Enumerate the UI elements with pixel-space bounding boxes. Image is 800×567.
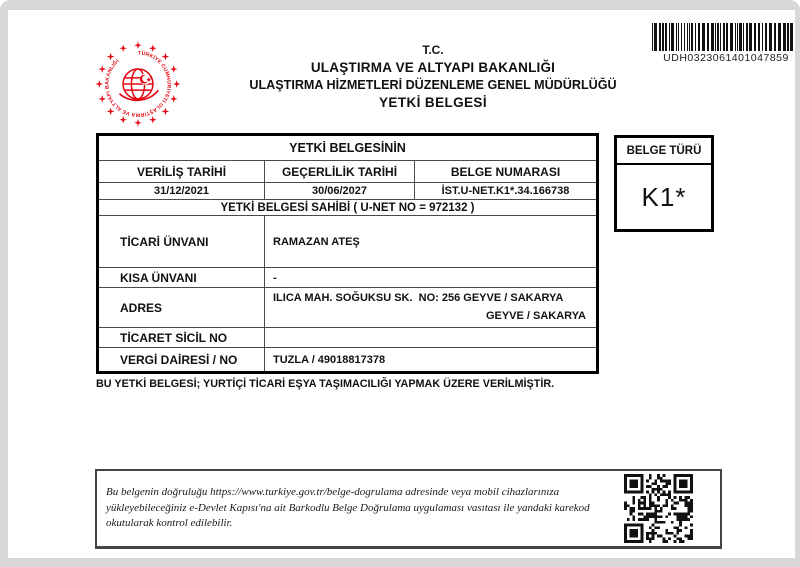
table-row-tax-office xyxy=(99,348,596,371)
header-doc-title: YETKİ BELGESİ xyxy=(379,95,487,110)
address-line-2: GEYVE / SAKARYA xyxy=(485,310,586,322)
owner-title: YETKİ BELGESİ SAHİBİ ( U-NET NO = 972132 ) xyxy=(220,201,475,214)
short-name-label: KISA ÜNVANI xyxy=(99,268,265,287)
column-header-issue-date: VERİLİŞ TARİHİ xyxy=(99,161,265,182)
table-values-row xyxy=(99,183,596,200)
document-type-value: K1* xyxy=(641,181,687,212)
header-directorate: ULAŞTIRMA HİZMETLERİ DÜZENLEME GENEL MÜDÜRLÜĞÜ xyxy=(249,78,617,92)
verification-box xyxy=(95,469,722,549)
barcode-image xyxy=(652,23,800,51)
tax-office-value: TUZLA / 49018817378 xyxy=(273,353,386,366)
barcode xyxy=(652,23,800,64)
header-ministry: ULAŞTIRMA VE ALTYAPI BAKANLIĞI xyxy=(310,60,556,75)
issue-date-value: 31/12/2021 xyxy=(99,183,265,199)
address-label: ADRES xyxy=(99,288,265,327)
table-row-short-name xyxy=(99,268,596,288)
document-number-value: İST.U-NET.K1*.34.166738 xyxy=(441,185,570,197)
trade-name-value: RAMAZAN ATEŞ xyxy=(273,235,360,248)
short-name-value: - xyxy=(273,271,277,284)
trade-name-label: TİCARİ ÜNVANI xyxy=(99,216,265,267)
document-type-title: BELGE TÜRÜ xyxy=(617,138,711,165)
section-title: YETKİ BELGESİNİN xyxy=(289,141,406,155)
column-header-document-number: BELGE NUMARASI xyxy=(450,164,561,179)
qr-code-icon xyxy=(624,474,693,543)
column-header-validity-date: GEÇERLİLİK TARİHİ xyxy=(265,161,415,182)
owner-title-row xyxy=(99,200,596,216)
trade-registry-label: TİCARET SİCİL NO xyxy=(99,328,265,347)
table-header-row xyxy=(99,161,596,183)
tax-office-label: VERGİ DAİRESİ / NO xyxy=(99,348,265,371)
table-row-trade-name xyxy=(99,216,596,268)
document-type-box xyxy=(614,135,714,232)
header-tc: T.C. xyxy=(422,43,444,57)
statement-line: BU YETKİ BELGESİ; YURTİÇİ TİCARİ EŞYA TAŞIMACILIĞI YAPMAK ÜZERE VERİLMİŞTİR. xyxy=(96,378,555,390)
table-row-trade-registry xyxy=(99,328,596,348)
barcode-number: UDH0323061401047859 xyxy=(663,52,789,64)
table-section-title-row xyxy=(99,136,596,161)
address-line-1: ILICA MAH. SOĞUKSU SK. NO: 256 GEYVE / SAKARYA xyxy=(273,292,564,304)
document-page xyxy=(8,10,795,558)
certificate-table xyxy=(96,133,599,374)
verification-note: Bu belgenin doğruluğu https://www.turkiye.gov.tr/belge-dogrulama adresinde veya mobil cihazlarınıza yükleyebileceğiniz e-Devlet Kapısı'na ait Barkodlu Belge Doğrulama uygulaması vasıtası ile yandaki karekod okutularak kontrol edilebilir. xyxy=(106,486,590,530)
address-value xyxy=(265,288,596,327)
table-row-address xyxy=(99,288,596,328)
validity-date-value: 30/06/2027 xyxy=(265,183,415,199)
seal-circular-text: TÜRKİYE CUMHURİYETİ ULAŞTIRMA VE ALTYAPI BAKANLIĞI xyxy=(104,50,172,118)
